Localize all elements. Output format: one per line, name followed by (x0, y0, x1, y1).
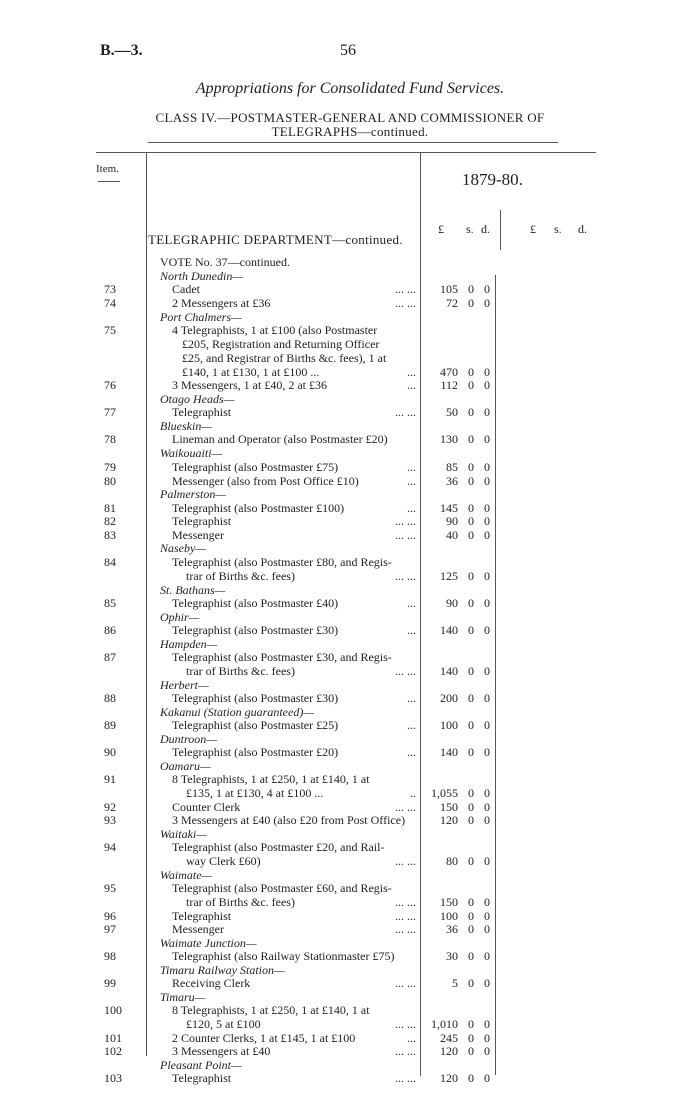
item-number: 100 (104, 1003, 122, 1017)
amount-shillings: 0 (468, 514, 474, 528)
amount-pounds: 36 (446, 474, 458, 488)
leader-dots: ... ... (395, 296, 416, 310)
entry-text: Telegraphist (also Postmaster £80, and Regis- (172, 555, 392, 569)
amount-pounds: 100 (440, 718, 458, 732)
amount-pence: 0 (484, 949, 490, 963)
amount-pounds: 150 (440, 895, 458, 909)
rule-table-top (96, 152, 596, 153)
entry-text: Telegraphist (also Postmaster £30, and Regis- (172, 650, 392, 664)
entry-text: Telegraphist (172, 1071, 232, 1085)
leader-dots: ... ... (395, 854, 416, 868)
amount-pence: 0 (484, 1071, 490, 1085)
amount-pence: 0 (484, 282, 490, 296)
rule-top (148, 142, 558, 143)
amount-pence: 0 (484, 909, 490, 923)
year-header: 1879-80. (462, 170, 523, 189)
place-heading: Port Chalmers— (160, 310, 242, 324)
amount-pounds: 150 (440, 800, 458, 814)
pence-header-2: d. (578, 222, 587, 236)
shillings-header-2: s. (554, 222, 562, 236)
amount-pounds: 470 (440, 365, 458, 379)
amount-shillings: 0 (468, 1044, 474, 1058)
amount-shillings: 0 (468, 800, 474, 814)
item-number: 77 (104, 405, 116, 419)
amount-shillings: 0 (468, 623, 474, 637)
place-heading: Waikouaiti— (160, 446, 223, 460)
entry-text: Telegraphist (also Postmaster £20) (172, 745, 339, 759)
amount-pounds: 105 (440, 282, 458, 296)
amount-pence: 0 (484, 976, 490, 990)
amount-pounds: 200 (440, 691, 458, 705)
entry-text: £25, and Registrar of Births &c. fees), 1 at (182, 351, 387, 365)
place-heading: Oamaru— (160, 759, 211, 773)
amount-shillings: 0 (468, 569, 474, 583)
amount-shillings: 0 (468, 282, 474, 296)
amount-shillings: 0 (468, 460, 474, 474)
entry-text: 4 Telegraphists, 1 at £100 (also Postmaster (172, 323, 378, 337)
amount-pounds: 72 (446, 296, 458, 310)
entry-text: 2 Messengers at £36 (172, 296, 271, 310)
amount-pounds: 145 (440, 501, 458, 515)
leader-dots: ... (407, 1031, 416, 1045)
place-heading: Blueskin— (160, 419, 212, 433)
amount-pounds: 130 (440, 432, 458, 446)
amount-pence: 0 (484, 296, 490, 310)
amount-pence: 0 (484, 569, 490, 583)
item-number: 87 (104, 650, 116, 664)
amount-shillings: 0 (468, 691, 474, 705)
place-heading: Ophir— (160, 610, 200, 624)
amount-shillings: 0 (468, 378, 474, 392)
amount-shillings: 0 (468, 813, 474, 827)
amount-shillings: 0 (468, 365, 474, 379)
item-number: 73 (104, 282, 116, 296)
entry-text: 2 Counter Clerks, 1 at £145, 1 at £100 (172, 1031, 356, 1045)
leader-dots: ... (407, 718, 416, 732)
amount-shillings: 0 (468, 501, 474, 515)
amount-pence: 0 (484, 800, 490, 814)
entry-text: £140, 1 at £130, 1 at £100 ... (182, 365, 320, 379)
shillings-header: s. (466, 222, 474, 236)
rule-item-underline (98, 181, 120, 182)
leader-dots: ... ... (395, 528, 416, 542)
amount-pounds: 140 (440, 745, 458, 759)
amount-shillings: 0 (468, 854, 474, 868)
amount-pence: 0 (484, 405, 490, 419)
entry-text: Counter Clerk (172, 800, 241, 814)
amount-pence: 0 (484, 922, 490, 936)
pound-header: £ (438, 222, 444, 236)
amount-pounds: 90 (446, 514, 458, 528)
amount-pounds: 1,055 (431, 786, 458, 800)
leader-dots: ... ... (395, 569, 416, 583)
leader-dots: ... (407, 691, 416, 705)
place-heading: St. Bathans— (160, 583, 226, 597)
amount-shillings: 0 (468, 474, 474, 488)
item-column-header: Item. (96, 163, 119, 175)
amount-pounds: 50 (446, 405, 458, 419)
item-number: 88 (104, 691, 116, 705)
amount-pence: 0 (484, 378, 490, 392)
amount-pence: 0 (484, 1031, 490, 1045)
item-number: 80 (104, 474, 116, 488)
amount-pence: 0 (484, 1044, 490, 1058)
item-number: 102 (104, 1044, 122, 1058)
amount-pounds: 5 (452, 976, 458, 990)
amount-pounds: 120 (440, 813, 458, 827)
amount-shillings: 0 (468, 1071, 474, 1085)
amount-shillings: 0 (468, 296, 474, 310)
class-heading-continued: TELEGRAPHS—continued. (271, 124, 429, 139)
amount-pence: 0 (484, 745, 490, 759)
leader-dots: ... ... (395, 909, 416, 923)
entry-text: trar of Births &c. fees) (186, 895, 295, 909)
leader-dots: ... (407, 460, 416, 474)
leader-dots: ... (407, 365, 416, 379)
entry-text: way Clerk £60) (186, 854, 261, 868)
leader-dots: ... ... (395, 282, 416, 296)
item-number: 93 (104, 813, 116, 827)
amount-pounds: 30 (446, 949, 458, 963)
amount-shillings: 0 (468, 949, 474, 963)
amount-shillings: 0 (468, 1017, 474, 1031)
entry-text: Telegraphist (172, 514, 232, 528)
item-number: 90 (104, 745, 116, 759)
item-number: 91 (104, 772, 116, 786)
item-number: 74 (104, 296, 116, 310)
amount-pence: 0 (484, 1017, 490, 1031)
leader-dots: ... (407, 501, 416, 515)
item-number: 83 (104, 528, 116, 542)
pound-header-2: £ (530, 222, 536, 236)
place-heading: Waimate Junction— (160, 936, 257, 950)
item-number: 85 (104, 596, 116, 610)
entry-text: Telegraphist (also Postmaster £30) (172, 623, 339, 637)
leader-dots: ... ... (395, 1017, 416, 1031)
amount-pence: 0 (484, 895, 490, 909)
amount-pounds: 245 (440, 1031, 458, 1045)
entry-text: Telegraphist (also Postmaster £60, and Regis- (172, 881, 392, 895)
place-heading: Otago Heads— (160, 392, 235, 406)
amount-pounds: 120 (440, 1044, 458, 1058)
item-number: 98 (104, 949, 116, 963)
item-number: 86 (104, 623, 116, 637)
item-number: 78 (104, 432, 116, 446)
amount-pence: 0 (484, 718, 490, 732)
amount-pence: 0 (484, 786, 490, 800)
pence-header: d. (481, 222, 490, 236)
amount-pounds: 90 (446, 596, 458, 610)
leader-dots: ... (407, 474, 416, 488)
entry-text: Telegraphist (also Railway Stationmaster £75) (172, 949, 395, 963)
entry-text: Telegraphist (also Postmaster £40) (172, 596, 339, 610)
amount-pounds: 140 (440, 623, 458, 637)
place-heading: Herbert— (160, 678, 209, 692)
section-title: TELEGRAPHIC DEPARTMENT—continued. (148, 232, 403, 247)
entry-text: Telegraphist (also Postmaster £25) (172, 718, 339, 732)
rule-col-amount (500, 210, 501, 250)
entry-text: Telegraphist (172, 405, 232, 419)
amount-shillings: 0 (468, 1031, 474, 1045)
place-heading: Duntroon— (160, 732, 217, 746)
item-number: 84 (104, 555, 116, 569)
leader-dots: ... ... (395, 1071, 416, 1085)
amount-shillings: 0 (468, 664, 474, 678)
leader-dots: ... ... (395, 405, 416, 419)
amount-pence: 0 (484, 501, 490, 515)
amount-pounds: 140 (440, 664, 458, 678)
place-heading: Waitaki— (160, 827, 207, 841)
entry-text: Telegraphist (also Postmaster £75) (172, 460, 339, 474)
entry-text: £120, 5 at £100 (186, 1017, 261, 1031)
amount-shillings: 0 (468, 909, 474, 923)
item-number: 79 (104, 460, 116, 474)
item-number: 75 (104, 323, 116, 337)
amount-shillings: 0 (468, 718, 474, 732)
entry-text: Telegraphist (also Postmaster £30) (172, 691, 339, 705)
amount-pounds: 80 (446, 854, 458, 868)
item-number: 95 (104, 881, 116, 895)
amount-pounds: 100 (440, 909, 458, 923)
item-number: 82 (104, 514, 116, 528)
amount-pence: 0 (484, 691, 490, 705)
amount-shillings: 0 (468, 745, 474, 759)
leader-dots: ... ... (395, 895, 416, 909)
entry-text: 8 Telegraphists, 1 at £250, 1 at £140, 1 at (172, 772, 370, 786)
place-heading: Kakanui (Station guaranteed)— (160, 705, 314, 719)
place-heading: Waimate— (160, 868, 213, 882)
entry-text: Cadet (172, 282, 200, 296)
leader-dots: ... (407, 378, 416, 392)
vote-heading: VOTE No. 37—continued. (160, 255, 290, 269)
place-heading: Timaru— (160, 990, 206, 1004)
amount-shillings: 0 (468, 432, 474, 446)
amount-pounds: 1,010 (431, 1017, 458, 1031)
leader-dots: ... (407, 745, 416, 759)
item-number: 99 (104, 976, 116, 990)
place-heading: Palmerston— (160, 487, 226, 501)
entry-text: trar of Births &c. fees) (186, 664, 295, 678)
item-number: 94 (104, 840, 116, 854)
rule-col-pence (495, 275, 496, 1075)
amount-pounds: 40 (446, 528, 458, 542)
page-title: Appropriations for Consolidated Fund Services. (195, 80, 505, 97)
entry-text: Messenger (172, 922, 224, 936)
amount-pence: 0 (484, 623, 490, 637)
amount-shillings: 0 (468, 976, 474, 990)
amount-shillings: 0 (468, 405, 474, 419)
entry-text: Receiving Clerk (172, 976, 251, 990)
place-heading: Hampden— (160, 637, 218, 651)
amount-shillings: 0 (468, 528, 474, 542)
amount-pence: 0 (484, 813, 490, 827)
entry-text: trar of Births &c. fees) (186, 569, 295, 583)
place-heading: Timaru Railway Station— (160, 963, 285, 977)
item-number: 96 (104, 909, 116, 923)
item-number: 92 (104, 800, 116, 814)
leader-dots: ... (407, 596, 416, 610)
amount-pounds: 85 (446, 460, 458, 474)
leader-dots: ... ... (395, 976, 416, 990)
amount-shillings: 0 (468, 596, 474, 610)
entry-text: Telegraphist (also Postmaster £100) (172, 501, 345, 515)
amount-shillings: 0 (468, 922, 474, 936)
item-number: 76 (104, 378, 116, 392)
place-heading: Naseby— (160, 541, 206, 555)
amount-pounds: 112 (440, 378, 458, 392)
entry-text: 3 Messengers, 1 at £40, 2 at £36 (172, 378, 327, 392)
item-number: 81 (104, 501, 116, 515)
entry-text: Telegraphist (172, 909, 232, 923)
leader-dots: ... ... (395, 1044, 416, 1058)
item-number: 89 (104, 718, 116, 732)
amount-shillings: 0 (468, 786, 474, 800)
leader-dots: ... ... (395, 514, 416, 528)
amount-pence: 0 (484, 460, 490, 474)
class-heading: CLASS IV.—POSTMASTER-GENERAL AND COMMISSIONER OF (155, 110, 545, 125)
amount-pounds: 125 (440, 569, 458, 583)
entry-text: Messenger (also from Post Office £10) (172, 474, 359, 488)
amount-pence: 0 (484, 432, 490, 446)
page-number: 56 (340, 42, 356, 59)
place-heading: North Dunedin— (160, 269, 244, 283)
entry-text: Lineman and Operator (also Postmaster £20) (172, 432, 388, 446)
item-number: 101 (104, 1031, 122, 1045)
amount-pounds: 120 (440, 1071, 458, 1085)
amount-shillings: 0 (468, 895, 474, 909)
item-number: 103 (104, 1071, 122, 1085)
entry-text: Telegraphist (also Postmaster £20, and Rail- (172, 840, 385, 854)
entry-text: Messenger (172, 528, 224, 542)
amount-pence: 0 (484, 854, 490, 868)
leader-dots: ... (407, 623, 416, 637)
amount-pounds: 36 (446, 922, 458, 936)
amount-pence: 0 (484, 514, 490, 528)
amount-pence: 0 (484, 528, 490, 542)
leader-dots: .. (410, 786, 416, 800)
entry-text: £205, Registration and Returning Officer (182, 337, 380, 351)
item-number: 97 (104, 922, 116, 936)
document-reference: B.—3. (100, 42, 143, 59)
rule-col-item (146, 152, 147, 1056)
leader-dots: ... ... (395, 922, 416, 936)
entry-text: £135, 1 at £130, 4 at £100 ... (186, 786, 324, 800)
entry-text: 3 Messengers at £40 (172, 1044, 271, 1058)
leader-dots: ... ... (395, 800, 416, 814)
leader-dots: ... ... (395, 664, 416, 678)
amount-pence: 0 (484, 596, 490, 610)
entry-text: 3 Messengers at £40 (also £20 from Post Office) (172, 813, 406, 827)
place-heading: Pleasant Point— (160, 1058, 242, 1072)
entry-text: 8 Telegraphists, 1 at £250, 1 at £140, 1 at (172, 1003, 370, 1017)
amount-pence: 0 (484, 664, 490, 678)
amount-pence: 0 (484, 365, 490, 379)
amount-pence: 0 (484, 474, 490, 488)
